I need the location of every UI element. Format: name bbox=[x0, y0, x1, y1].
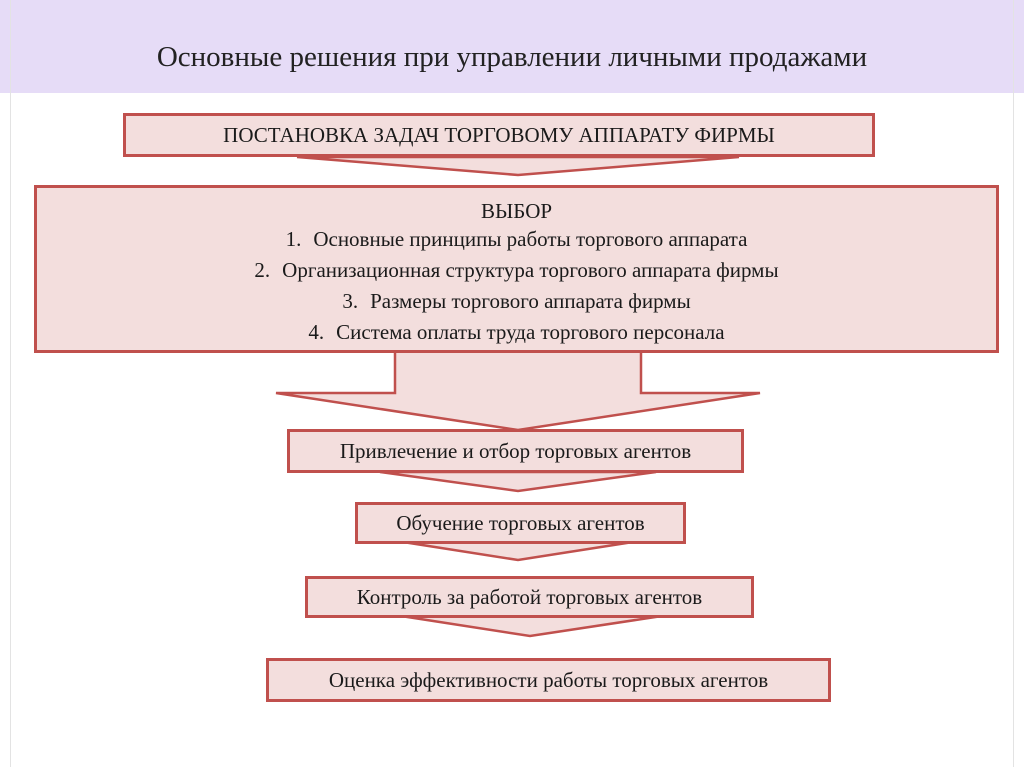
choice-item: 4. Система оплаты труда торгового персонала bbox=[308, 320, 725, 344]
step-evaluation-label: Оценка эффективности работы торговых агентов bbox=[328, 668, 769, 692]
arrow-3 bbox=[380, 472, 656, 491]
arrow-1 bbox=[297, 157, 739, 175]
step-recruitment-label: Привлечение и отбор торговых агентов bbox=[339, 439, 692, 463]
step-task-setting-label: ПОСТАНОВКА ЗАДАЧ ТОРГОВОМУ АППАРАТУ ФИРМЫ bbox=[223, 123, 775, 147]
choice-item: 2. Организационная структура торгового аппарата фирмы bbox=[254, 258, 779, 282]
step-evaluation bbox=[266, 658, 831, 702]
step-training-label: Обучение торговых агентов bbox=[396, 511, 645, 535]
choice-heading: ВЫБОР bbox=[480, 199, 553, 223]
arrow-4 bbox=[403, 542, 633, 560]
step-task-setting bbox=[123, 113, 875, 157]
choice-item: 3. Размеры торгового аппарата фирмы bbox=[342, 289, 691, 313]
step-choice bbox=[34, 185, 999, 353]
slide-title: Основные решения при управлении личными продажами bbox=[156, 41, 868, 73]
arrow-2 bbox=[276, 351, 760, 430]
choice-list bbox=[37, 224, 996, 348]
step-control bbox=[305, 576, 754, 618]
step-control-label: Контроль за работой торговых агентов bbox=[356, 585, 703, 609]
choice-item: 1. Основные принципы работы торгового аппарата bbox=[285, 227, 748, 251]
arrow-5 bbox=[401, 616, 662, 636]
step-training bbox=[355, 502, 686, 544]
step-recruitment bbox=[287, 429, 744, 473]
